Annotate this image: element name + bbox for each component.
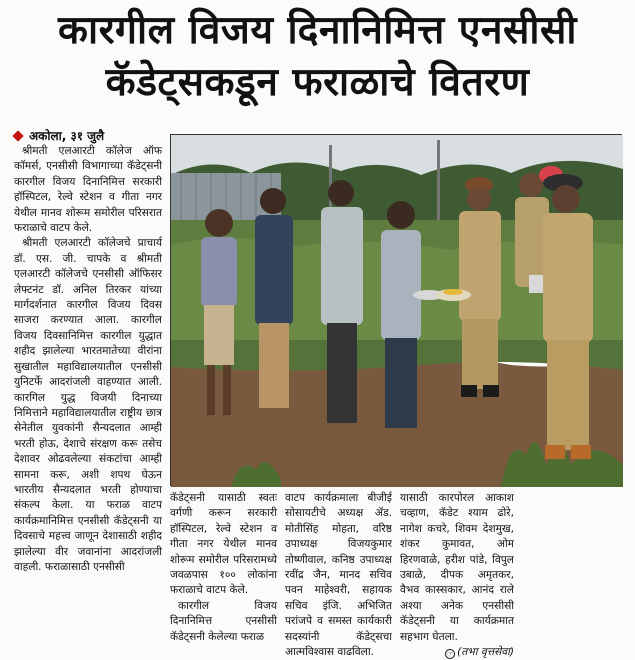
headline bbox=[0, 0, 635, 108]
dateline-text: अकोला, ३१ जुलै bbox=[29, 129, 105, 143]
person-boy-3 bbox=[321, 180, 363, 423]
paragraph: श्रीमती एलआरटी कॉलेज ऑफ कॉमर्स, एनसीसी विभागाच्या कॅडेट्सनी कारगील विजय दिनानिमित्त सरकारी हॉस्पिटल, रेल्वे स्टेशन व गीता नगर येथील मानव शोरूम समोरील परिसरात फराळाचे वाटप केले. bbox=[14, 145, 162, 235]
headline-line-2: कॅडेट्सकडून फराळाचे वितरण bbox=[105, 60, 530, 105]
paragraph: कॅडेट्सनी यासाठी स्वतः वर्गणी करून सरकारी हॉस्पिटल, रेल्वे स्टेशन व गीता नगर येथील मानव शोरूम समोरील परिसरामध्ये जवळपास १०० लोकांना फराळाचे वाटप केले. bbox=[170, 492, 277, 597]
credit-line bbox=[400, 645, 514, 660]
pointer-hand-icon: ☞ bbox=[446, 650, 454, 659]
bottom-column-2 bbox=[285, 491, 392, 660]
credit-text: (तभा वृत्तसेवा) bbox=[457, 646, 514, 659]
article-bottom-columns bbox=[170, 491, 622, 660]
news-photo bbox=[170, 134, 622, 486]
ncc-cadets-distributing-snacks-photo bbox=[171, 135, 623, 487]
article-left-column bbox=[14, 128, 162, 575]
bottom-column-3 bbox=[400, 491, 514, 660]
bullet-diamond-icon bbox=[12, 130, 23, 141]
headline-line-1: कारगील विजय दिनानिमित्त एनसीसी bbox=[58, 8, 577, 53]
paragraph: श्रीमती एलआरटी कॉलेजचे प्राचार्य डॉ. एस. जी. चापके व श्रीमती एलआरटी कॉलेजचे एनसीसी ऑफिसर लेफ्टनंट डॉ. अनिल तिरकर यांच्या मार्गदर्शनात कारगील विजय दिवस साजरा करण्यात आला. कारगील विजय दिवसानिमित्त कारगील युद्धात शहीद झालेल्या भारतमातेच्या वीरांना सुखातील महाविद्यालयातील एनसीसी युनिटर्फे आदरांजली वाहण्यात आली. कारगिल युद्ध विजयी दिनाच्या निमित्ताने महाविद्यालयातील राष्ट्रीय छात्र सेनेतील युवकांनी सैन्यदलात आम्ही भरती होऊ, देशाचे संरक्षण करू तसेच देशावर ओढवलेल्या संकटांचा आम्ही सामना करू, अशी शपथ घेऊन भारतीय सैन्यदलात भरती होण्याचा संकल्प केला. या फराळ वाटप कार्यक्रमानिमित्त एनसीसी कॅडेट्सनी या दिवसाचे महत्त्व जाणून देशासाठी शहीद झालेल्या वीर जवानांना आदरांजली वाहली. फराळासाठी एनसीसी bbox=[14, 237, 162, 573]
paragraph: वाटप कार्यक्रमाला बीजीई सोसायटीचे अध्यक्ष ॲड. मोतीसिंह मोहता, वरिष्ठ उपाध्यक्ष विजयकुमार तोष्णीवाल, कनिष्ठ उपाध्यक्ष रवींद्र जैन, मानद सचिव पवन माहेश्वरी, सहायक सचिव इंजि. अभिजित परांजपे व समस्त कार्यकारी सदस्यांनी कॅडेट्सचा आत्मविश्वास वाढविला. bbox=[285, 492, 392, 659]
paragraph: कारगील विजय दिनानिमित्त एनसीसी कॅडेट्सनी केलेल्या फराळ bbox=[170, 599, 277, 643]
person-boy-2 bbox=[255, 188, 293, 408]
dateline bbox=[14, 128, 162, 144]
paragraph: यासाठी कारपोरल आकाश चव्हाण, कॅडेट श्याम ढोरे, नागेश कचरे, शिवम देशमुख, शंकर कुमावत, ओम हिरणवाळे, हरीश पांडे, विपुल उबाळे, दीपक अमृतकर, वैभव कास्सकार, आनंद राले अश्या अनेक एनसीसी कॅडेट्सनी या कार्यक्रमात सहभाग घेतला. bbox=[400, 492, 514, 643]
bottom-column-1 bbox=[170, 491, 277, 660]
